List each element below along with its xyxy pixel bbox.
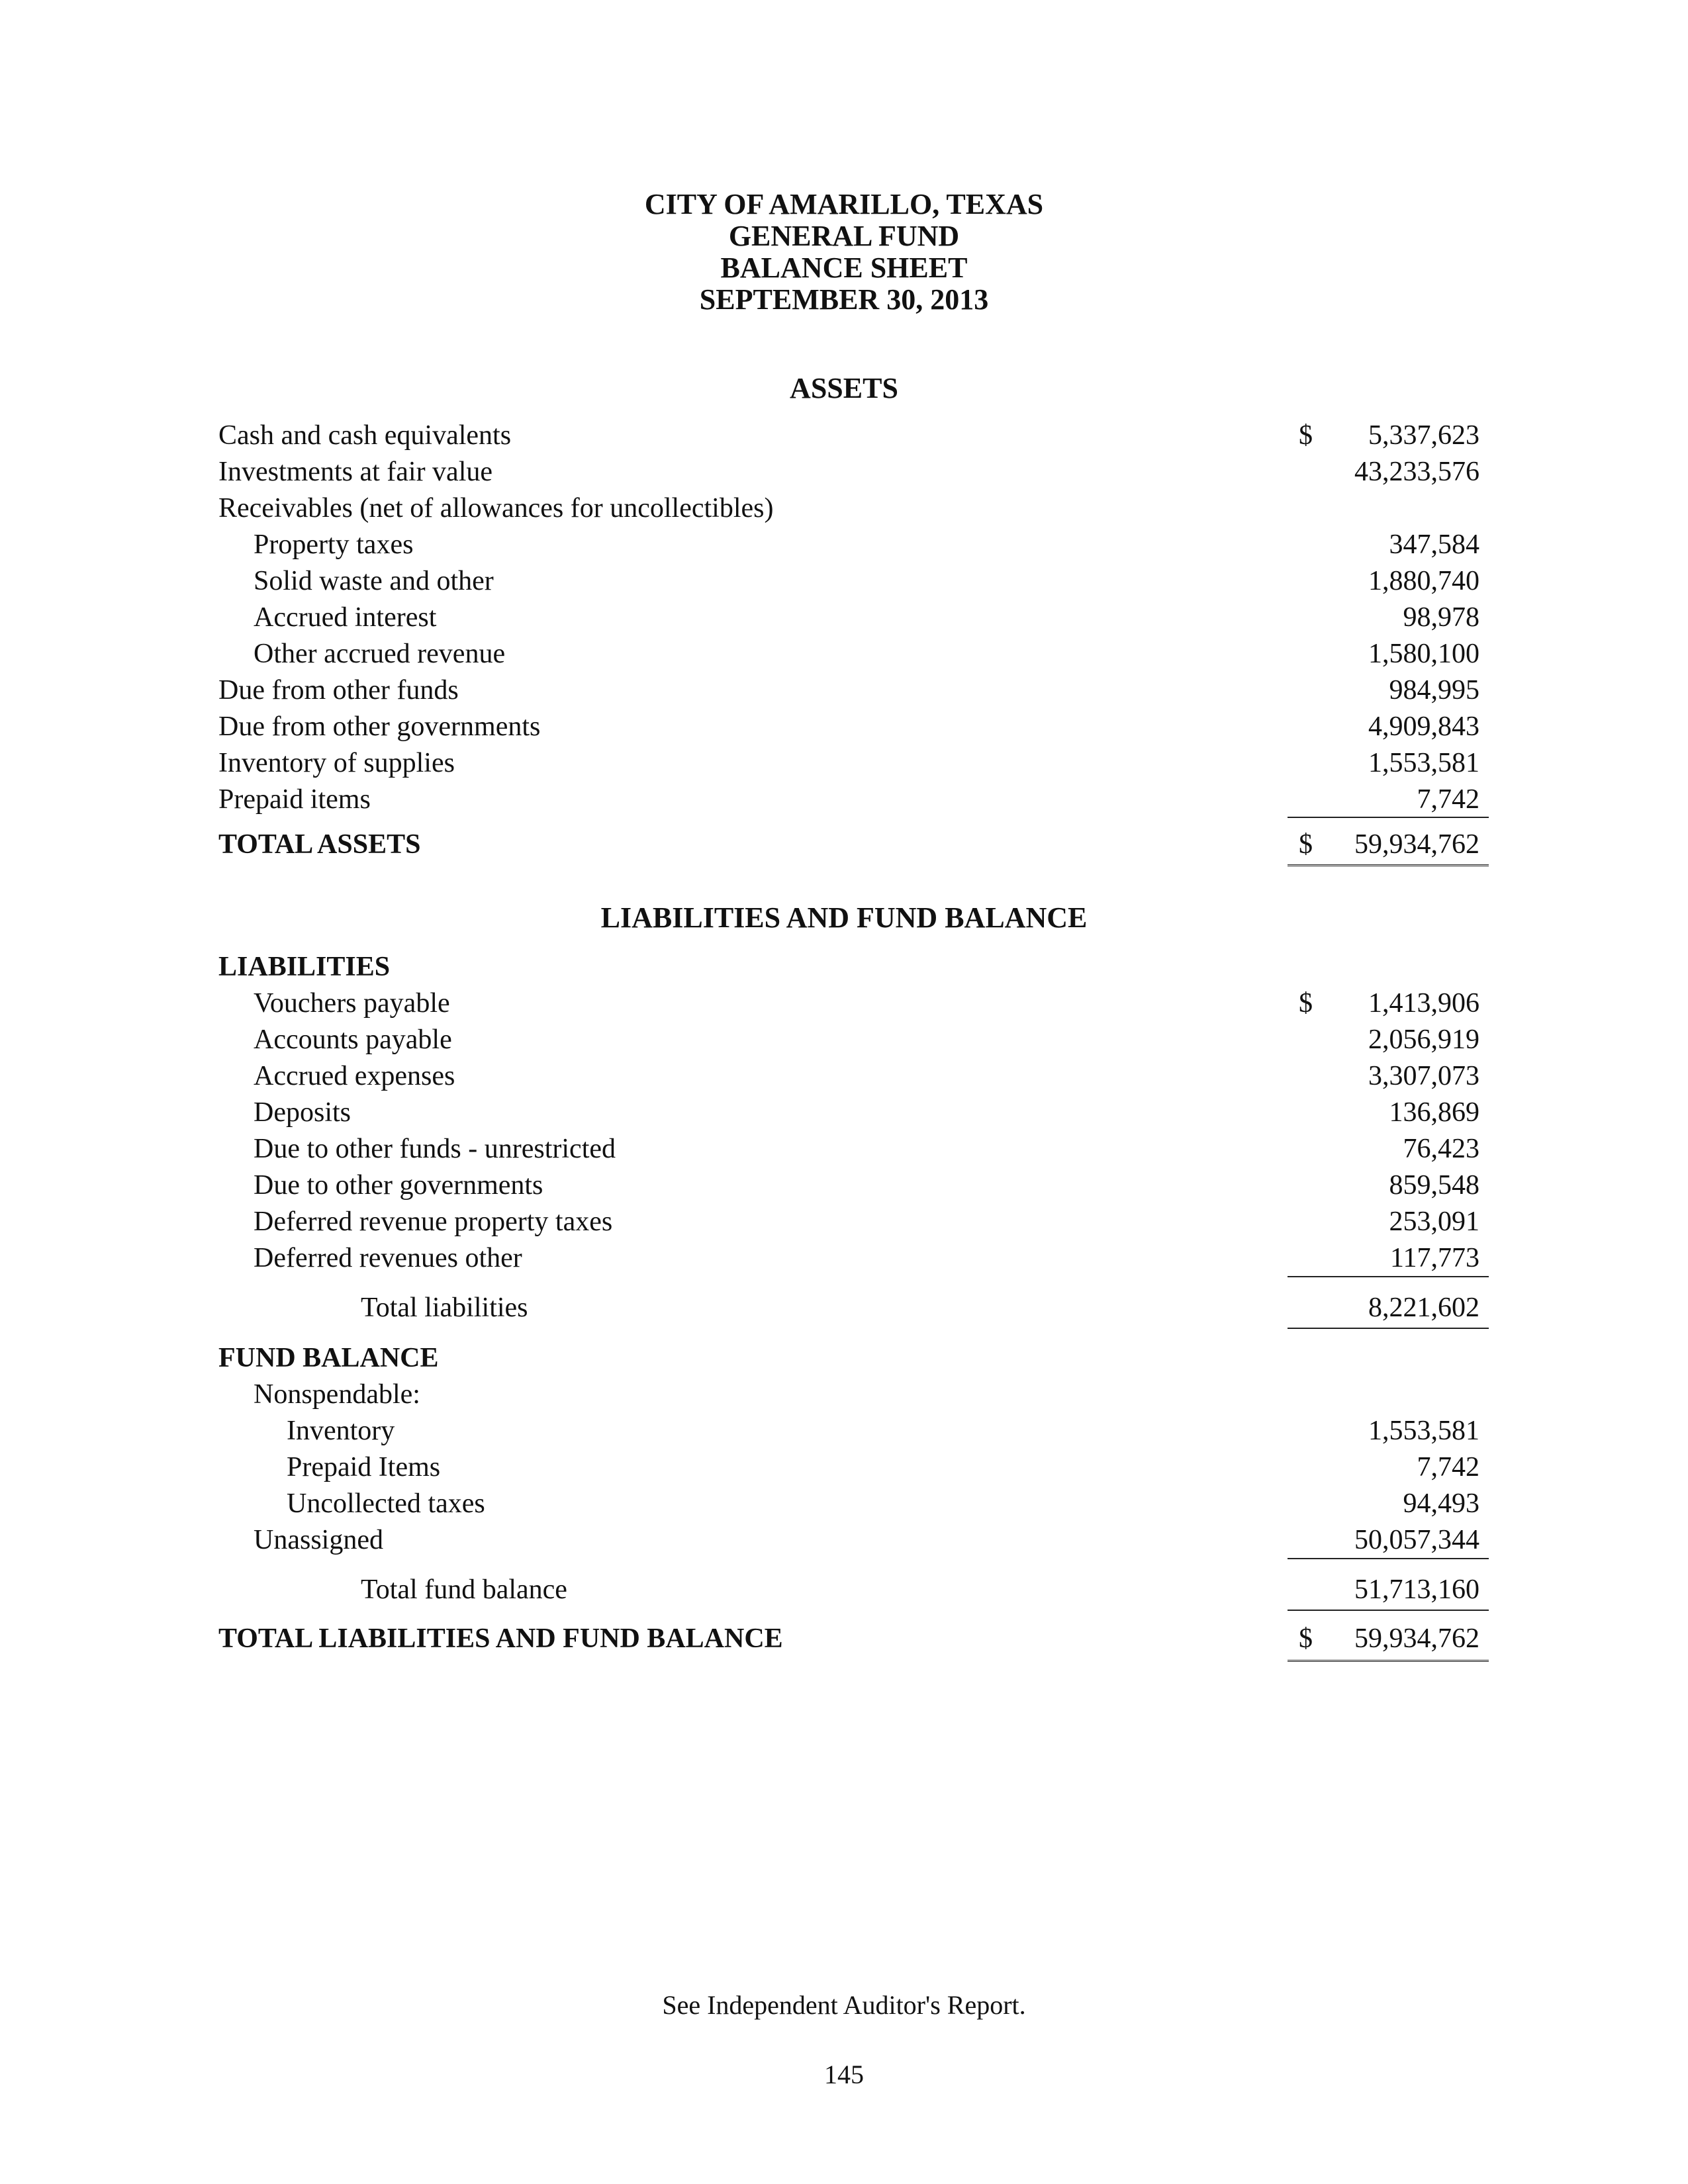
row-label: TOTAL LIABILITIES AND FUND BALANCE [218,1623,783,1654]
liability-row [0,1203,1688,1240]
row-label: Deferred revenue property taxes [254,1206,613,1237]
dollar-sign: $ [1299,829,1313,860]
liability-row [0,1058,1688,1095]
row-amount: 1,580,100 [1368,639,1479,669]
grand-total-row [0,1620,1688,1657]
total-fund-balance-row [0,1571,1688,1608]
total-liabilities-row [0,1289,1688,1326]
row-amount: 1,553,581 [1368,1416,1479,1446]
row-label: Due from other funds [218,675,459,705]
asset-row [0,417,1688,454]
header-statement: BALANCE SHEET [720,251,968,284]
row-amount: 253,091 [1389,1206,1479,1237]
row-amount: 1,413,906 [1368,988,1479,1019]
row-amount: 7,742 [1417,784,1479,815]
row-amount: 984,995 [1389,675,1479,705]
liability-row [0,1021,1688,1058]
row-amount: 98,978 [1403,602,1479,633]
row-label: Deferred revenues other [254,1243,522,1273]
liability-row [0,1240,1688,1277]
liability-row [0,985,1688,1022]
liabilities-fund-balance-title: LIABILITIES AND FUND BALANCE [600,901,1088,934]
total-assets-row [0,826,1688,863]
subtotal-rule [1288,1276,1489,1277]
subtotal-rule [1288,817,1489,818]
row-amount: 43,233,576 [1354,457,1479,487]
dollar-sign: $ [1299,420,1313,451]
row-label: Deposits [254,1097,351,1128]
row-label: Uncollected taxes [287,1488,485,1519]
row-amount: 59,934,762 [1354,1623,1479,1654]
row-amount: 2,056,919 [1368,1024,1479,1055]
document-header [0,189,1688,316]
asset-row [0,745,1688,782]
row-amount: 8,221,602 [1368,1293,1479,1323]
asset-row [0,599,1688,636]
row-amount: 4,909,843 [1368,711,1479,742]
subtotal-rule [1288,1610,1489,1611]
fund-balance-row [0,1412,1688,1449]
fund-balance-heading: FUND BALANCE [218,1343,439,1373]
row-label: Prepaid Items [287,1452,441,1482]
liabilities-heading-row [0,948,1688,985]
asset-row [0,635,1688,672]
liability-row [0,1094,1688,1131]
fund-balance-row [0,1522,1688,1559]
row-amount: 117,773 [1390,1243,1479,1273]
row-label: Inventory [287,1416,395,1446]
nonspendable-label: Nonspendable: [254,1379,420,1410]
dollar-sign: $ [1299,1623,1313,1654]
asset-row [0,708,1688,745]
total-double-rule [1288,1660,1489,1664]
total-double-rule [1288,864,1489,869]
row-label: Vouchers payable [254,988,450,1019]
row-label: Accounts payable [254,1024,452,1055]
fund-balance-row [0,1485,1688,1522]
subtotal-rule [1288,1328,1489,1329]
auditor-note: See Independent Auditor's Report. [662,1990,1026,2020]
asset-row [0,781,1688,818]
row-label: Cash and cash equivalents [218,420,512,451]
row-label: Total fund balance [361,1574,567,1605]
asset-row [0,672,1688,709]
row-label: Unassigned [254,1525,383,1555]
row-label: Receivables (net of allowances for uncollectibles) [218,493,774,523]
header-entity: CITY OF AMARILLO, TEXAS [644,188,1044,220]
row-amount: 1,553,581 [1368,748,1479,778]
nonspendable-row [0,1376,1688,1413]
asset-row [0,563,1688,600]
row-amount: 136,869 [1389,1097,1479,1128]
asset-row [0,453,1688,490]
row-label: Accrued expenses [254,1061,455,1091]
row-label: Property taxes [254,529,414,560]
row-amount: 859,548 [1389,1170,1479,1201]
dollar-sign: $ [1299,988,1313,1019]
row-label: Prepaid items [218,784,371,815]
assets-title: ASSETS [790,372,898,404]
header-fund: GENERAL FUND [728,220,960,252]
row-label: Total liabilities [361,1293,528,1323]
header-date: SEPTEMBER 30, 2013 [699,283,989,316]
row-amount: 7,742 [1417,1452,1479,1482]
row-amount: 347,584 [1389,529,1479,560]
page-number: 145 [824,2060,864,2089]
liabilities-heading: LIABILITIES [218,952,391,982]
asset-row [0,526,1688,563]
row-label: TOTAL ASSETS [218,829,421,860]
row-amount: 59,934,762 [1354,829,1479,860]
row-label: Solid waste and other [254,566,494,596]
asset-row [0,490,1688,527]
row-label: Due from other governments [218,711,541,742]
liability-row [0,1130,1688,1167]
row-amount: 51,713,160 [1354,1574,1479,1605]
row-label: Inventory of supplies [218,748,455,778]
row-amount: 3,307,073 [1368,1061,1479,1091]
subtotal-rule [1288,1558,1489,1559]
row-amount: 5,337,623 [1368,420,1479,451]
row-amount: 50,057,344 [1354,1525,1479,1555]
row-amount: 1,880,740 [1368,566,1479,596]
row-label: Due to other governments [254,1170,543,1201]
liability-row [0,1167,1688,1204]
row-amount: 94,493 [1403,1488,1479,1519]
fund-balance-row [0,1449,1688,1486]
row-label: Due to other funds - unrestricted [254,1134,616,1164]
row-label: Other accrued revenue [254,639,506,669]
row-label: Accrued interest [254,602,437,633]
row-amount: 76,423 [1403,1134,1479,1164]
row-label: Investments at fair value [218,457,493,487]
fund-balance-heading-row [0,1340,1688,1377]
